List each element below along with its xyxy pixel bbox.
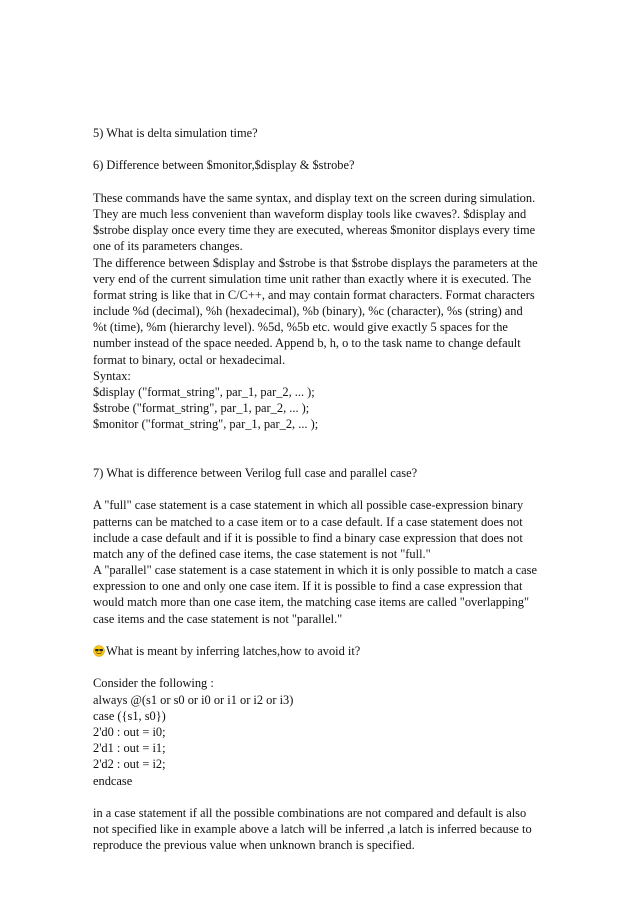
text-line: The difference between $display and $strobe is that $strobe displays the parameters at the <box>93 255 538 270</box>
document-page <box>93 125 553 853</box>
text-line: reproduce the previous value when unknown branch is specified. <box>93 838 415 853</box>
code-block <box>93 692 553 789</box>
text-line: %t (time), %m (hierarchy level). %5d, %5b etc. would give exactly 5 spaces for the <box>93 320 508 335</box>
text-line: format to binary, octal or hexadecimal. <box>93 352 286 367</box>
text-line: include a case default and if it is possible to find a binary case expression that does not <box>93 530 523 545</box>
code-line: $monitor ("format_string", par_1, par_2, ... ); <box>93 417 319 432</box>
syntax-label: Syntax: <box>93 368 131 383</box>
code-line: 2'd0 : out = i0; <box>93 724 166 739</box>
smiling-face-with-sunglasses-icon <box>93 645 105 657</box>
code-line: case ({s1, s0}) <box>93 708 166 723</box>
code-line: $strobe ("format_string", par_1, par_2, ... ); <box>93 401 310 416</box>
code-line: endcase <box>93 773 133 788</box>
text-line: one of its parameters changes. <box>93 239 243 254</box>
text-line: They are much less convenient than waveform display tools like cwaves?. $display and <box>93 206 527 221</box>
question-8-answer <box>93 805 553 854</box>
text-line: include %d (decimal), %h (hexadecimal), %b (binary), %c (character), %s (string) and <box>93 304 523 319</box>
question-7-answer <box>93 497 553 627</box>
text-line: in a case statement if all the possible combinations are not compared and default is also <box>93 805 527 820</box>
question-6-answer <box>93 190 553 433</box>
code-line: $display ("format_string", par_1, par_2, ... ); <box>93 385 315 399</box>
question-8-heading: What is meant by inferring latches,how to avoid it? <box>106 644 361 659</box>
text-line: case items and the case statement is not "parallel." <box>93 611 343 626</box>
text-line: very end of the current simulation time unit rather than exactly where it is executed. The <box>93 271 532 286</box>
text-line: format string is like that in C/C++, and may contain format characters. Format characters <box>93 287 535 302</box>
text-line: would match more than one case item, the matching case items are called "overlapping" <box>93 595 530 610</box>
text-line: number instead of the space needed. Append b, h, o to the task name to change default <box>93 336 521 351</box>
code-line: 2'd2 : out = i2; <box>93 757 166 772</box>
question-6-heading: 6) Difference between $monitor,$display & $strobe? <box>93 158 355 173</box>
question-8-intro: Consider the following : <box>93 676 214 691</box>
text-line: expression to one and only one case item. If it is possible to find a case expression that <box>93 579 523 594</box>
question-8-heading-row <box>93 643 553 659</box>
text-line: $strobe display once every time they are executed, whereas $monitor displays every time <box>93 223 536 238</box>
text-line: match any of the defined case items, the case statement is not "full." <box>93 546 431 561</box>
question-5-heading: 5) What is delta simulation time? <box>93 126 258 140</box>
code-line: 2'd1 : out = i1; <box>93 741 166 756</box>
text-line: These commands have the same syntax, and display text on the screen during simulation. <box>93 190 536 205</box>
text-line: A "full" case statement is a case statement in which all possible case-expression binary <box>93 498 524 513</box>
text-line: A "parallel" case statement is a case statement in which it is only possible to match a case <box>93 563 537 578</box>
question-7-heading: 7) What is difference between Verilog full case and parallel case? <box>93 465 418 480</box>
text-line: not specified like in example above a latch will be inferred ,a latch is inferred because to <box>93 822 532 837</box>
text-line: patterns can be matched to a case item or to a case default. If a case statement does not <box>93 514 523 529</box>
code-line: always @(s1 or s0 or i0 or i1 or i2 or i3) <box>93 692 294 707</box>
